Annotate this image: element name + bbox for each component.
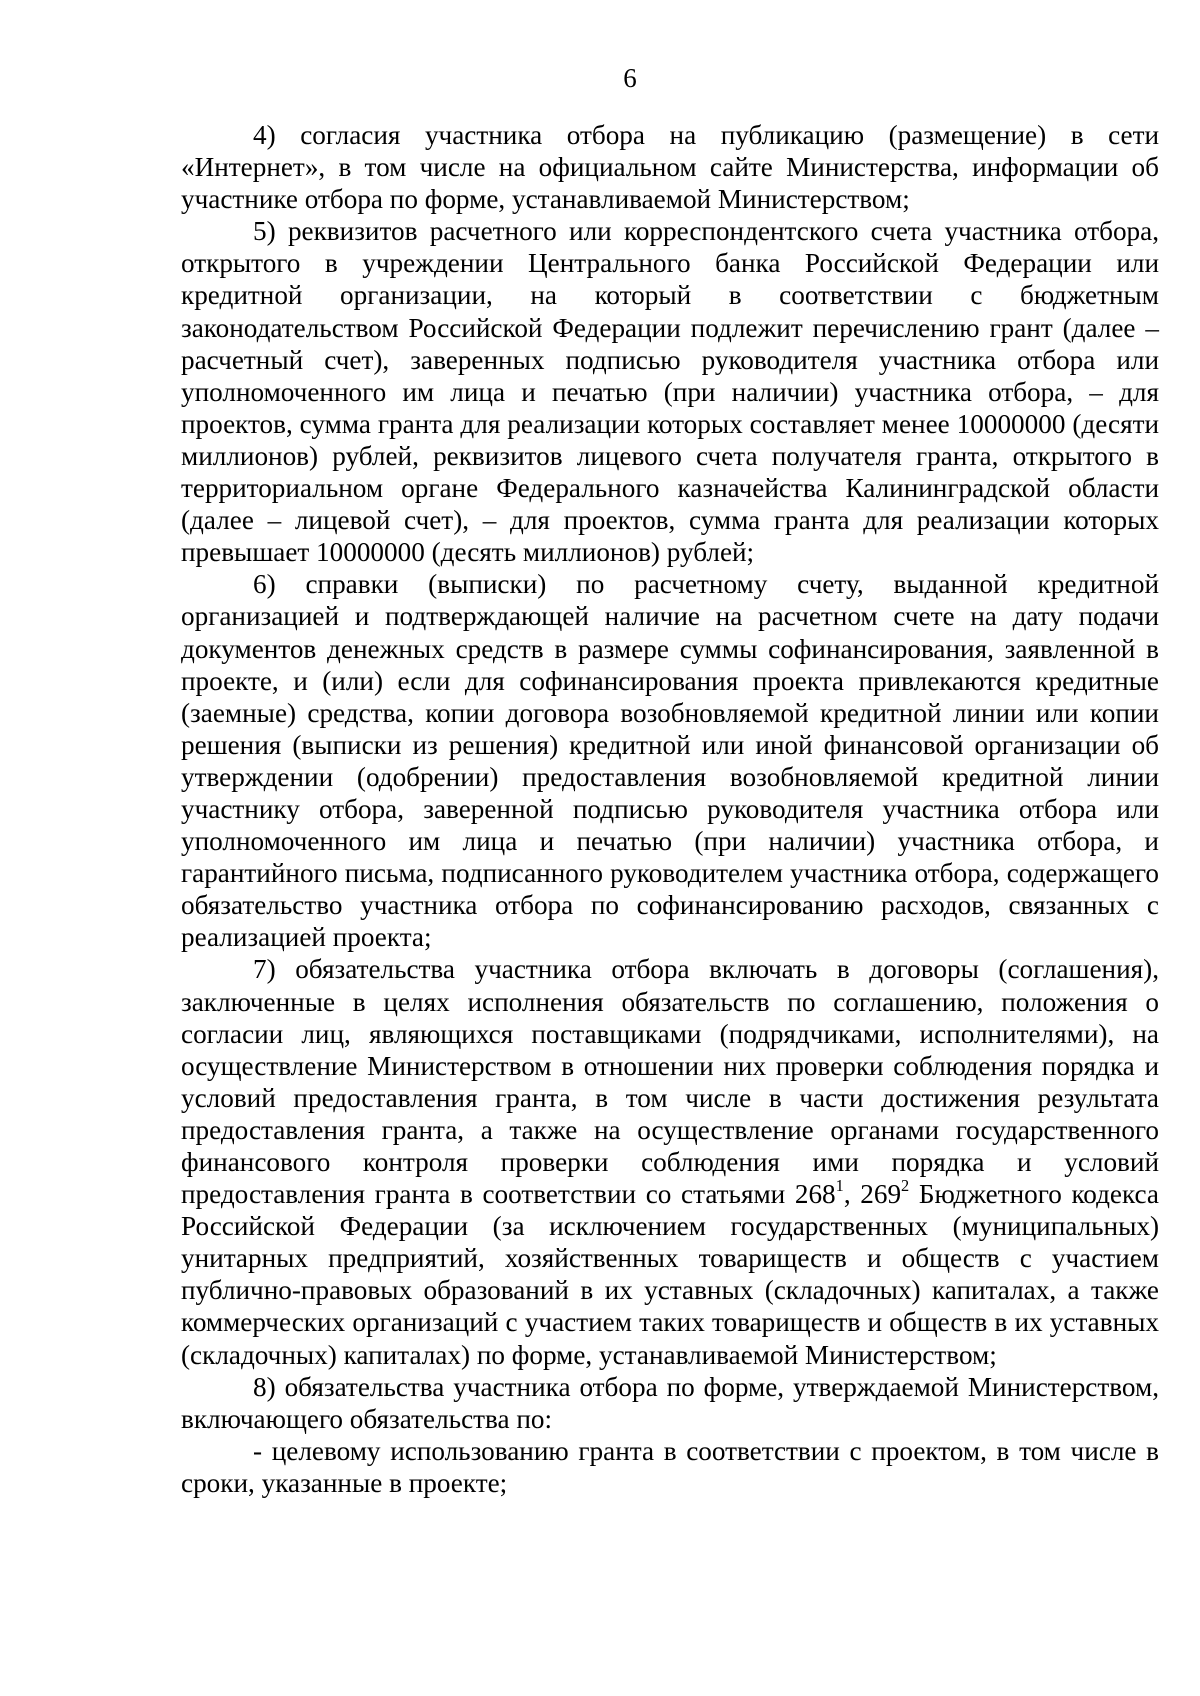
paragraph-item-8-subitem-1: - целевому использованию гранта в соответствии с проектом, в том числе в сроки, указанные в проекте; xyxy=(181,1435,1159,1498)
paragraph-item-4: 4) согласия участника отбора на публикацию (размещение) в сети «Интернет», в том числе на официальном сайте Министерства, информации об участнике отбора по форме, устанавливаемой Министерством; xyxy=(181,120,1159,215)
paragraph-item-7-text-after: Бюджетного кодекса Российской Федерации (за исключением государственных (муниципальных) унитарных предприятий, хозяйственных товариществ и обществ с участием публично-правовых образований в их уставных (складочных) капиталах, а также коммерческих организаций с участием таких товариществ и обществ в их уставных (складочных) капиталах) по форме, устанавливаемой Министерством; xyxy=(181,1179,1159,1370)
paragraph-item-5: 5) реквизитов расчетного или корреспондентского счета участника отбора, открытого в учреждении Центрального банка Российской Федерации или кредитной организации, на который в соответствии с бюджетным законодательством Российской Федерации подлежит перечислению грант (далее – расчетный счет), заверенных подписью руководителя участника отбора или уполномоченного им лица и печатью (при наличии) участника отбора, – для проектов, сумма гранта для реализации которых составляет менее 10000000 (десяти миллионов) рублей, реквизитов лицевого счета получателя гранта, открытого в территориальном органе Федерального казначейства Калининградской области (далее – лицевой счет), – для проектов, сумма гранта для реализации которых превышает 10000000 (десять миллионов) рублей; xyxy=(181,216,1159,568)
paragraph-item-7-text-before: 7) обязательства участника отбора включать в договоры (соглашения), заключенные в целях исполнения обязательств по соглашению, положения о согласии лиц, являющихся поставщиками (подрядчиками, исполнителями), на осуществление Министерством в отношении них проверки соблюдения порядка и условий предоставления гранта, в том числе в части достижения результата предоставления гранта, а также на осуществление органами государственного финансового контроля проверки соблюдения ими порядка и условий предоставления гранта в соответствии со статьями 268 xyxy=(181,954,1159,1210)
paragraph-item-6: 6) справки (выписки) по расчетному счету, выданной кредитной организацией и подтверждающей наличие на расчетном счете на дату подачи документов денежных средств в размере суммы софинансирования, заявленной в проекте, и (или) если для софинансирования проекта привлекаются кредитные (заемные) средства, копии договора возобновляемой кредитной линии или копии решения (выписки из решения) кредитной или иной финансовой организации об утверждении (одобрении) предоставления возобновляемой кредитной линии участнику отбора, заверенной подписью руководителя участника отбора или уполномоченного им лица и печатью (при наличии) участника отбора, и гарантийного письма, подписанного руководителем участника отбора, содержащего обязательство участника отбора по софинансированию расходов, связанных с реализацией проекта; xyxy=(181,569,1159,953)
document-body xyxy=(181,119,1159,1499)
paragraph-item-8: 8) обязательства участника отбора по форме, утверждаемой Министерством, включающего обязательства по: xyxy=(181,1371,1159,1434)
page-number: 6 xyxy=(623,63,637,93)
paragraph-item-7 xyxy=(181,953,1159,1370)
paragraph-item-7-text-between: , 269 xyxy=(843,1179,902,1210)
superscript-article-268: 1 xyxy=(835,1175,844,1195)
superscript-article-269: 2 xyxy=(901,1175,910,1195)
